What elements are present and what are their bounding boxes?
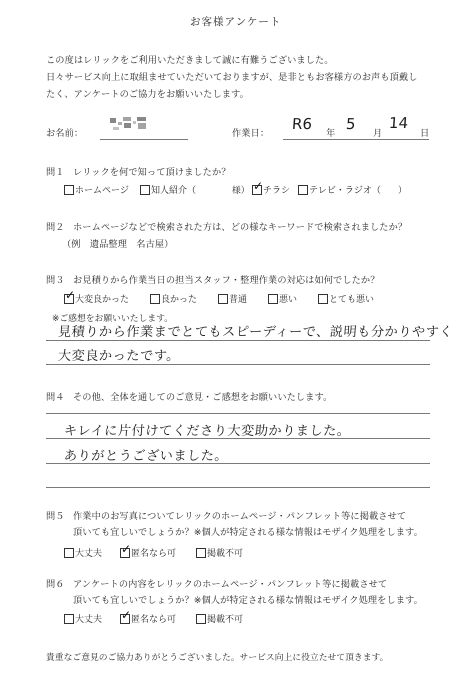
q5-number: 問５ bbox=[46, 511, 65, 522]
q3-option-good[interactable]: 良かった bbox=[150, 292, 197, 305]
q5-text-line-2: 頂いても宜しいでしょうか？※個人が特定される様な情報はモザイク処理をします。 bbox=[73, 527, 423, 538]
q1-text: レリックを何で知って頂けましたか？ bbox=[73, 167, 231, 178]
q6-option-no[interactable]: 掲載不可 bbox=[196, 612, 243, 625]
intro-line-1: この度はレリックをご利用いただきまして誠に有難うございました。 bbox=[46, 55, 334, 66]
checkbox-icon[interactable] bbox=[196, 548, 206, 558]
q5-option-no[interactable]: 掲載不可 bbox=[196, 546, 243, 559]
checkbox-icon[interactable] bbox=[64, 614, 74, 624]
date-label: 作業日： bbox=[232, 128, 270, 139]
q1-option-referral[interactable]: 知人紹介（ bbox=[140, 183, 196, 196]
q3-option-very-good[interactable]: ✓ 大変良かった bbox=[65, 287, 130, 305]
q2-number: 問２ bbox=[46, 222, 65, 233]
q6-number: 問６ bbox=[46, 579, 65, 590]
day-suffix: 日 bbox=[420, 128, 430, 139]
q3-comment-label: ※ご感想をお願いいたします。 bbox=[52, 314, 174, 324]
name-redacted-mark bbox=[108, 113, 152, 135]
q5-option-anonymous[interactable]: ✓ 匿名なら可 bbox=[121, 541, 177, 559]
checkbox-icon[interactable] bbox=[196, 614, 206, 624]
checkbox-checked-icon[interactable]: ✓ bbox=[121, 541, 132, 556]
q5-text-line-1: 作業中のお写真についてレリックのホームページ・パンフレット等に掲載させて bbox=[73, 511, 407, 522]
q3-option-bad[interactable]: 悪い bbox=[268, 292, 297, 305]
q6-option-anonymous[interactable]: ✓ 匿名なら可 bbox=[121, 607, 177, 625]
q6-text-line-2: 頂いても宜しいでしょうか？※個人が特定される様な情報はモザイク処理をします。 bbox=[73, 595, 423, 606]
q3-answer-line-2: 大変良かったです。 bbox=[57, 349, 181, 364]
q3-option-very-bad[interactable]: とても悪い bbox=[318, 292, 374, 305]
checkbox-checked-icon[interactable]: ✓ bbox=[253, 178, 264, 193]
q1-referral-close: 様） bbox=[232, 186, 250, 196]
name-label: お名前： bbox=[46, 128, 84, 139]
q2-text: ホームページなどで検索された方は、どの様なキーワードで検索されましたか？ bbox=[73, 222, 408, 233]
intro-line-2: 日々サービス向上に取組ませていただいておりますが、是非ともお客様方のお声も頂戴し bbox=[46, 72, 418, 83]
checkbox-icon[interactable] bbox=[64, 548, 74, 558]
q3-answer-rule-1 bbox=[46, 340, 430, 341]
month-handwritten: 5 bbox=[345, 115, 357, 133]
q3-text: お見積りから作業当日の担当スタッフ・整理作業の対応は如何でしたか？ bbox=[73, 275, 380, 286]
checkbox-icon[interactable] bbox=[218, 294, 228, 304]
q6-option-ok[interactable]: 大丈夫 bbox=[64, 612, 102, 625]
q1-option-homepage[interactable]: ホームページ bbox=[64, 183, 129, 196]
q4-answer-rule-3 bbox=[46, 487, 430, 488]
checkbox-icon[interactable] bbox=[64, 185, 74, 195]
date-underline bbox=[283, 139, 429, 140]
checkbox-icon[interactable] bbox=[140, 185, 150, 195]
checkbox-icon[interactable] bbox=[268, 294, 278, 304]
q6-text-line-1: アンケートの内容をレリックのホームページ・パンフレット等に掲載させて bbox=[73, 579, 388, 590]
q4-text: その他、全体を通してのご意見・ご感想をお願いいたします。 bbox=[73, 392, 333, 403]
checkbox-checked-icon[interactable]: ✓ bbox=[121, 607, 132, 622]
q5-option-ok[interactable]: 大丈夫 bbox=[64, 546, 102, 559]
q1-option-tv-radio[interactable]: テレビ・ラジオ（ bbox=[298, 183, 381, 196]
q4-answer-rule-0 bbox=[46, 413, 430, 414]
q3-number: 問３ bbox=[46, 275, 65, 286]
q3-answer-line-1: 見積りから作業までとてもスピーディーで、説明も分かりやすく bbox=[57, 325, 454, 340]
q3-option-normal[interactable]: 普通 bbox=[218, 292, 247, 305]
checkbox-icon[interactable] bbox=[318, 294, 328, 304]
q1-option-flyer[interactable]: ✓ チラシ bbox=[253, 178, 291, 196]
year-suffix: 年 bbox=[326, 128, 336, 139]
footer-thanks: 貴重なご意見のご協力ありがとうございました。サービス向上に役立たせて頂きます。 bbox=[46, 653, 389, 663]
q1-tv-close: ） bbox=[398, 186, 407, 196]
q1-number: 問１ bbox=[46, 167, 65, 178]
month-suffix: 月 bbox=[373, 128, 383, 139]
checkbox-icon[interactable] bbox=[150, 294, 160, 304]
checkbox-checked-icon[interactable]: ✓ bbox=[65, 287, 76, 302]
q4-answer-line-2: ありがとうございました。 bbox=[63, 449, 229, 464]
intro-line-3: たく、アンケートのご協力をお願いいたします。 bbox=[46, 89, 249, 100]
q4-answer-rule-2 bbox=[46, 463, 430, 464]
q4-number: 問４ bbox=[46, 392, 65, 403]
q4-answer-line-1: キレイに片付けてくださり大変助かりました。 bbox=[63, 424, 352, 439]
q2-example: （例 遺品整理 名古屋） bbox=[62, 239, 174, 250]
date-era-handwritten: R6 bbox=[291, 115, 313, 133]
name-underline bbox=[100, 139, 188, 140]
q4-answer-rule-1 bbox=[46, 438, 430, 439]
q3-answer-rule-2 bbox=[46, 364, 430, 365]
survey-title: お客様アンケート bbox=[190, 16, 282, 28]
day-handwritten: 14 bbox=[388, 114, 409, 132]
checkbox-icon[interactable] bbox=[298, 185, 308, 195]
